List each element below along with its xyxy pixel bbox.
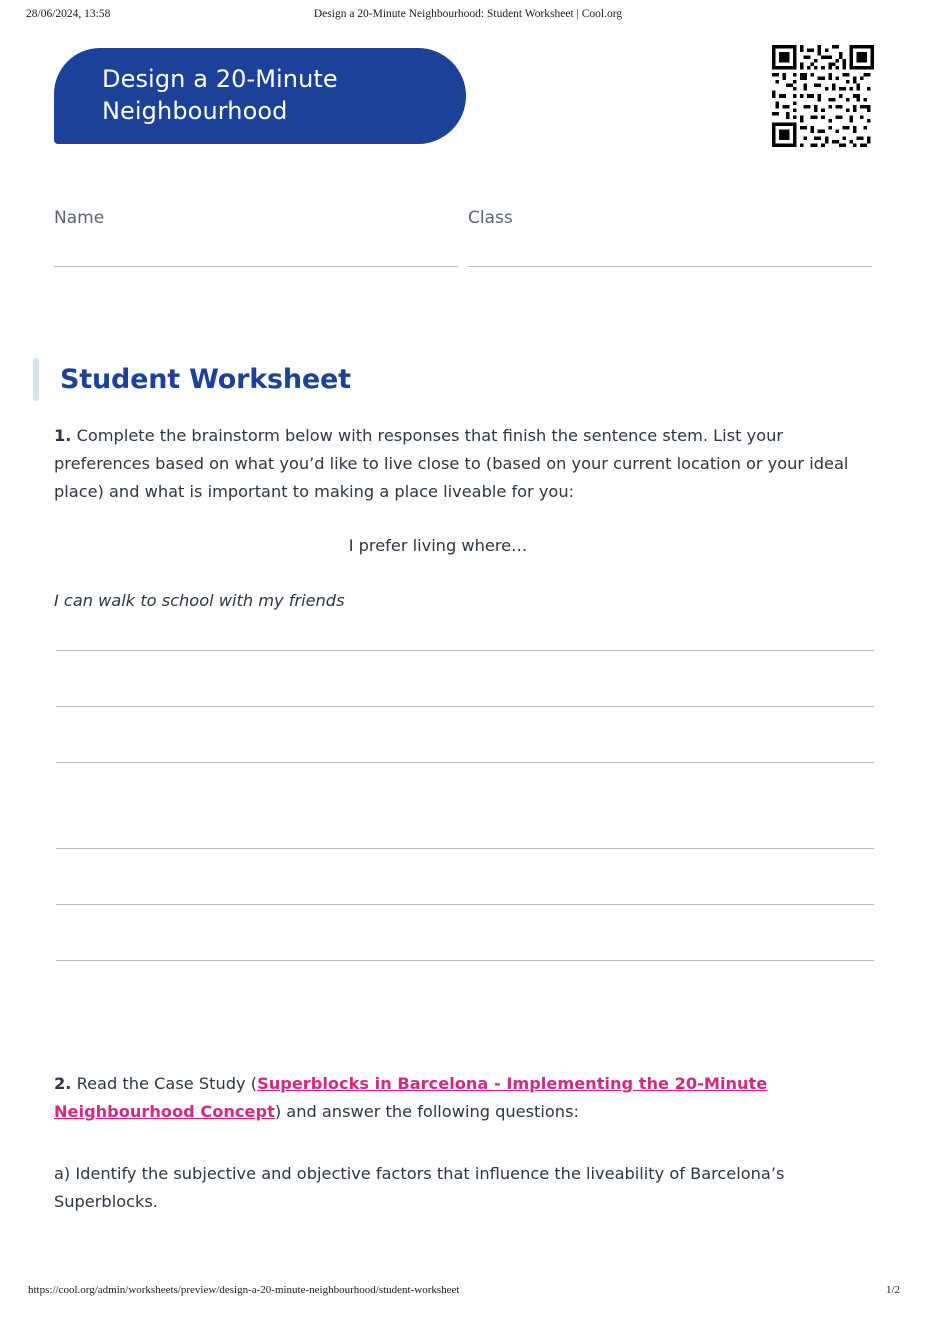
print-timestamp: 28/06/2024, 13:58	[26, 8, 111, 20]
worksheet-title: Design a 20-Minute Neighbourhood	[102, 65, 338, 125]
question-2-number: 2.	[54, 1074, 72, 1093]
class-field-line	[468, 266, 872, 267]
question-2-block	[54, 1070, 874, 1215]
name-field-line	[54, 266, 458, 267]
worksheet-title-banner	[54, 48, 466, 144]
question-1-example-answer: I can walk to school with my friends	[54, 590, 345, 610]
name-field[interactable]	[54, 208, 458, 267]
answer-lines[interactable]	[56, 650, 874, 961]
qr-code-icon[interactable]	[772, 45, 874, 147]
answer-line[interactable]	[56, 960, 874, 961]
question-1-body: Complete the brainstorm below with responses that finish the sentence stem. List your preferences based on what you’d like to live close to (based on your current location or your ideal place) and what is important to making a place liveable for you:	[54, 426, 849, 501]
student-fields	[0, 208, 936, 328]
print-page-number: 1/2	[885, 1284, 900, 1296]
print-footer	[0, 1284, 936, 1302]
answer-line-gap	[56, 651, 874, 706]
question-2a-label: a)	[54, 1163, 71, 1183]
case-study-link[interactable]: Superblocks in Barcelona - Implementing the 20-Minute Neighbourhood Concept	[54, 1074, 768, 1121]
question-2-text-before: Read the Case Study (	[71, 1074, 258, 1093]
question-1-text	[54, 422, 874, 506]
name-field-label: Name	[54, 208, 105, 228]
page-title: Student Worksheet	[60, 364, 351, 395]
answer-line-gap	[56, 849, 874, 904]
print-header	[0, 8, 936, 28]
section-heading	[33, 358, 893, 401]
question-1-block	[54, 422, 874, 610]
question-2a-text	[54, 1160, 874, 1216]
question-2-text	[54, 1070, 874, 1126]
worksheet-page	[0, 40, 936, 1211]
print-url: https://cool.org/admin/worksheets/preview/design-a-20-minute-neighbourhood/student-worksheet	[28, 1284, 460, 1296]
answer-line-gap	[56, 905, 874, 960]
answer-line-gap	[56, 763, 874, 848]
question-2-text-after: ) and answer the following questions:	[274, 1101, 579, 1121]
title-row	[0, 40, 936, 152]
question-1-sentence-stem: I prefer living where…	[348, 535, 528, 555]
class-field[interactable]	[468, 208, 872, 267]
question-1-number: 1.	[54, 426, 72, 445]
answer-line-gap	[56, 707, 874, 762]
question-2a-body: Identify the subjective and objective factors that influence the liveability of Barcelona’s Superblocks.	[54, 1163, 785, 1211]
class-field-label: Class	[468, 208, 513, 228]
print-document-title: Design a 20-Minute Neighbourhood: Student Worksheet | Cool.org	[313, 8, 623, 20]
